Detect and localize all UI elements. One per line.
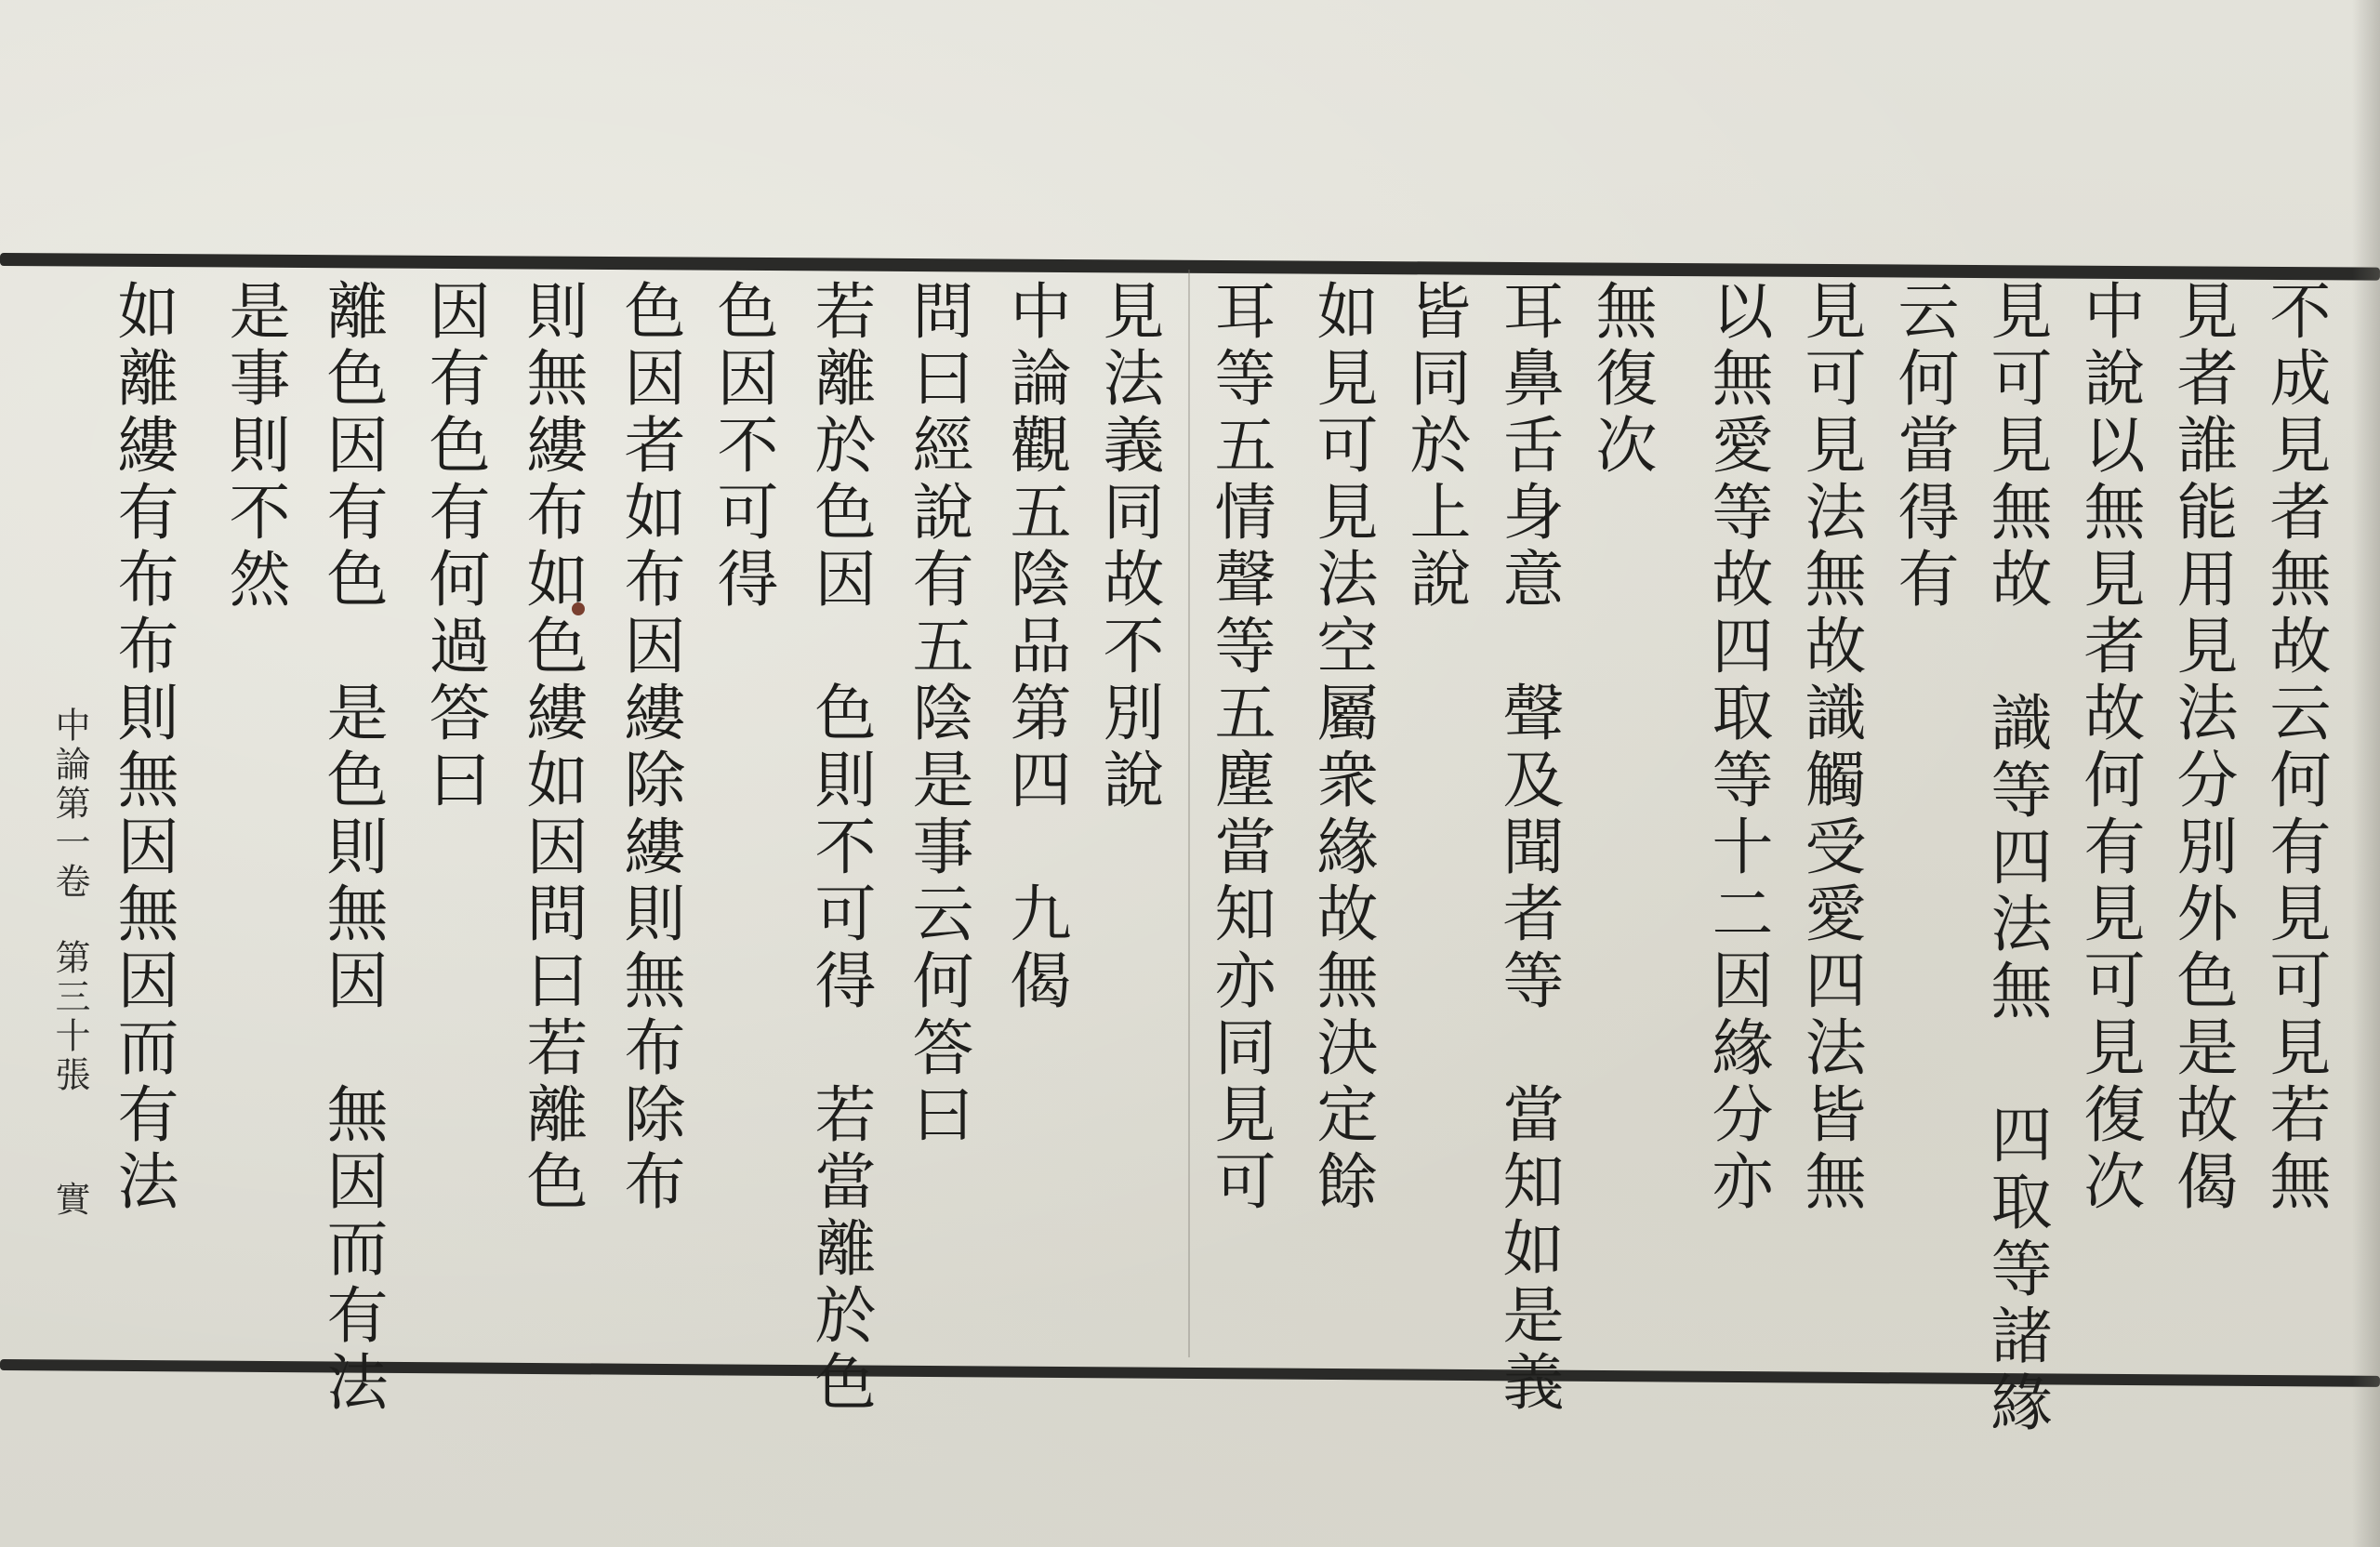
text-column-22: 是事則不然 — [218, 279, 290, 614]
text-column-1: 不成見者無故云何有見可見若無 — [2259, 279, 2331, 1216]
text-column-23: 如離縷有布布則無因無因而有法 — [107, 279, 178, 1216]
volume-label: 中論第一卷 — [49, 707, 90, 902]
text-column-15: 問曰經說有五陰是事云何答曰 — [902, 279, 973, 1149]
text-column-13: 見法義同故不別說 — [1092, 279, 1164, 814]
text-column-17: 色因不可得 — [707, 279, 778, 614]
text-column-12: 耳等五情聲等五塵當知亦同見可 — [1204, 279, 1276, 1216]
text-column-7: 以無愛等故四取等十二因緣分亦 — [1701, 279, 1773, 1216]
text-column-5: 云何當得有 — [1887, 279, 1959, 614]
center-fold-line — [1188, 270, 1190, 1357]
text-column-10: 皆同於上說 — [1399, 279, 1471, 614]
text-column-2: 見者誰能用見法分別外色是故偈 — [2166, 279, 2238, 1216]
page-number-label: 第三十張 — [49, 939, 90, 1095]
text-column-9: 耳鼻舌身意 聲及聞者等 當知如是義 — [1492, 279, 1564, 1417]
text-column-19: 則無縷布如色縷如因問曰若離色 — [516, 279, 588, 1216]
text-column-8: 無復次 — [1585, 279, 1657, 480]
text-column-4: 見可見無故 識等四法無 四取等諸緣 — [1980, 279, 2052, 1437]
binding-shadow — [2352, 0, 2380, 1547]
text-column-11: 如見可見法空屬衆緣故無決定餘 — [1306, 279, 1378, 1216]
chapter-heading: 中論觀五陰品第四 九偈 — [999, 279, 1071, 1015]
text-column-16: 若離於色因 色則不可得 若當離於色 — [804, 279, 876, 1417]
text-column-21: 離色因有色 是色則無因 無因而有法 — [316, 279, 388, 1417]
text-column-3: 中說以無見者故何有見可見復次 — [2073, 279, 2145, 1216]
text-column-6: 見可見法無故識觸受愛四法皆無 — [1794, 279, 1866, 1216]
text-column-18: 色因者如布因縷除縷則無布除布 — [614, 279, 685, 1216]
printer-mark: 實 — [49, 1181, 90, 1220]
text-column-20: 因有色有何過答曰 — [418, 279, 490, 814]
